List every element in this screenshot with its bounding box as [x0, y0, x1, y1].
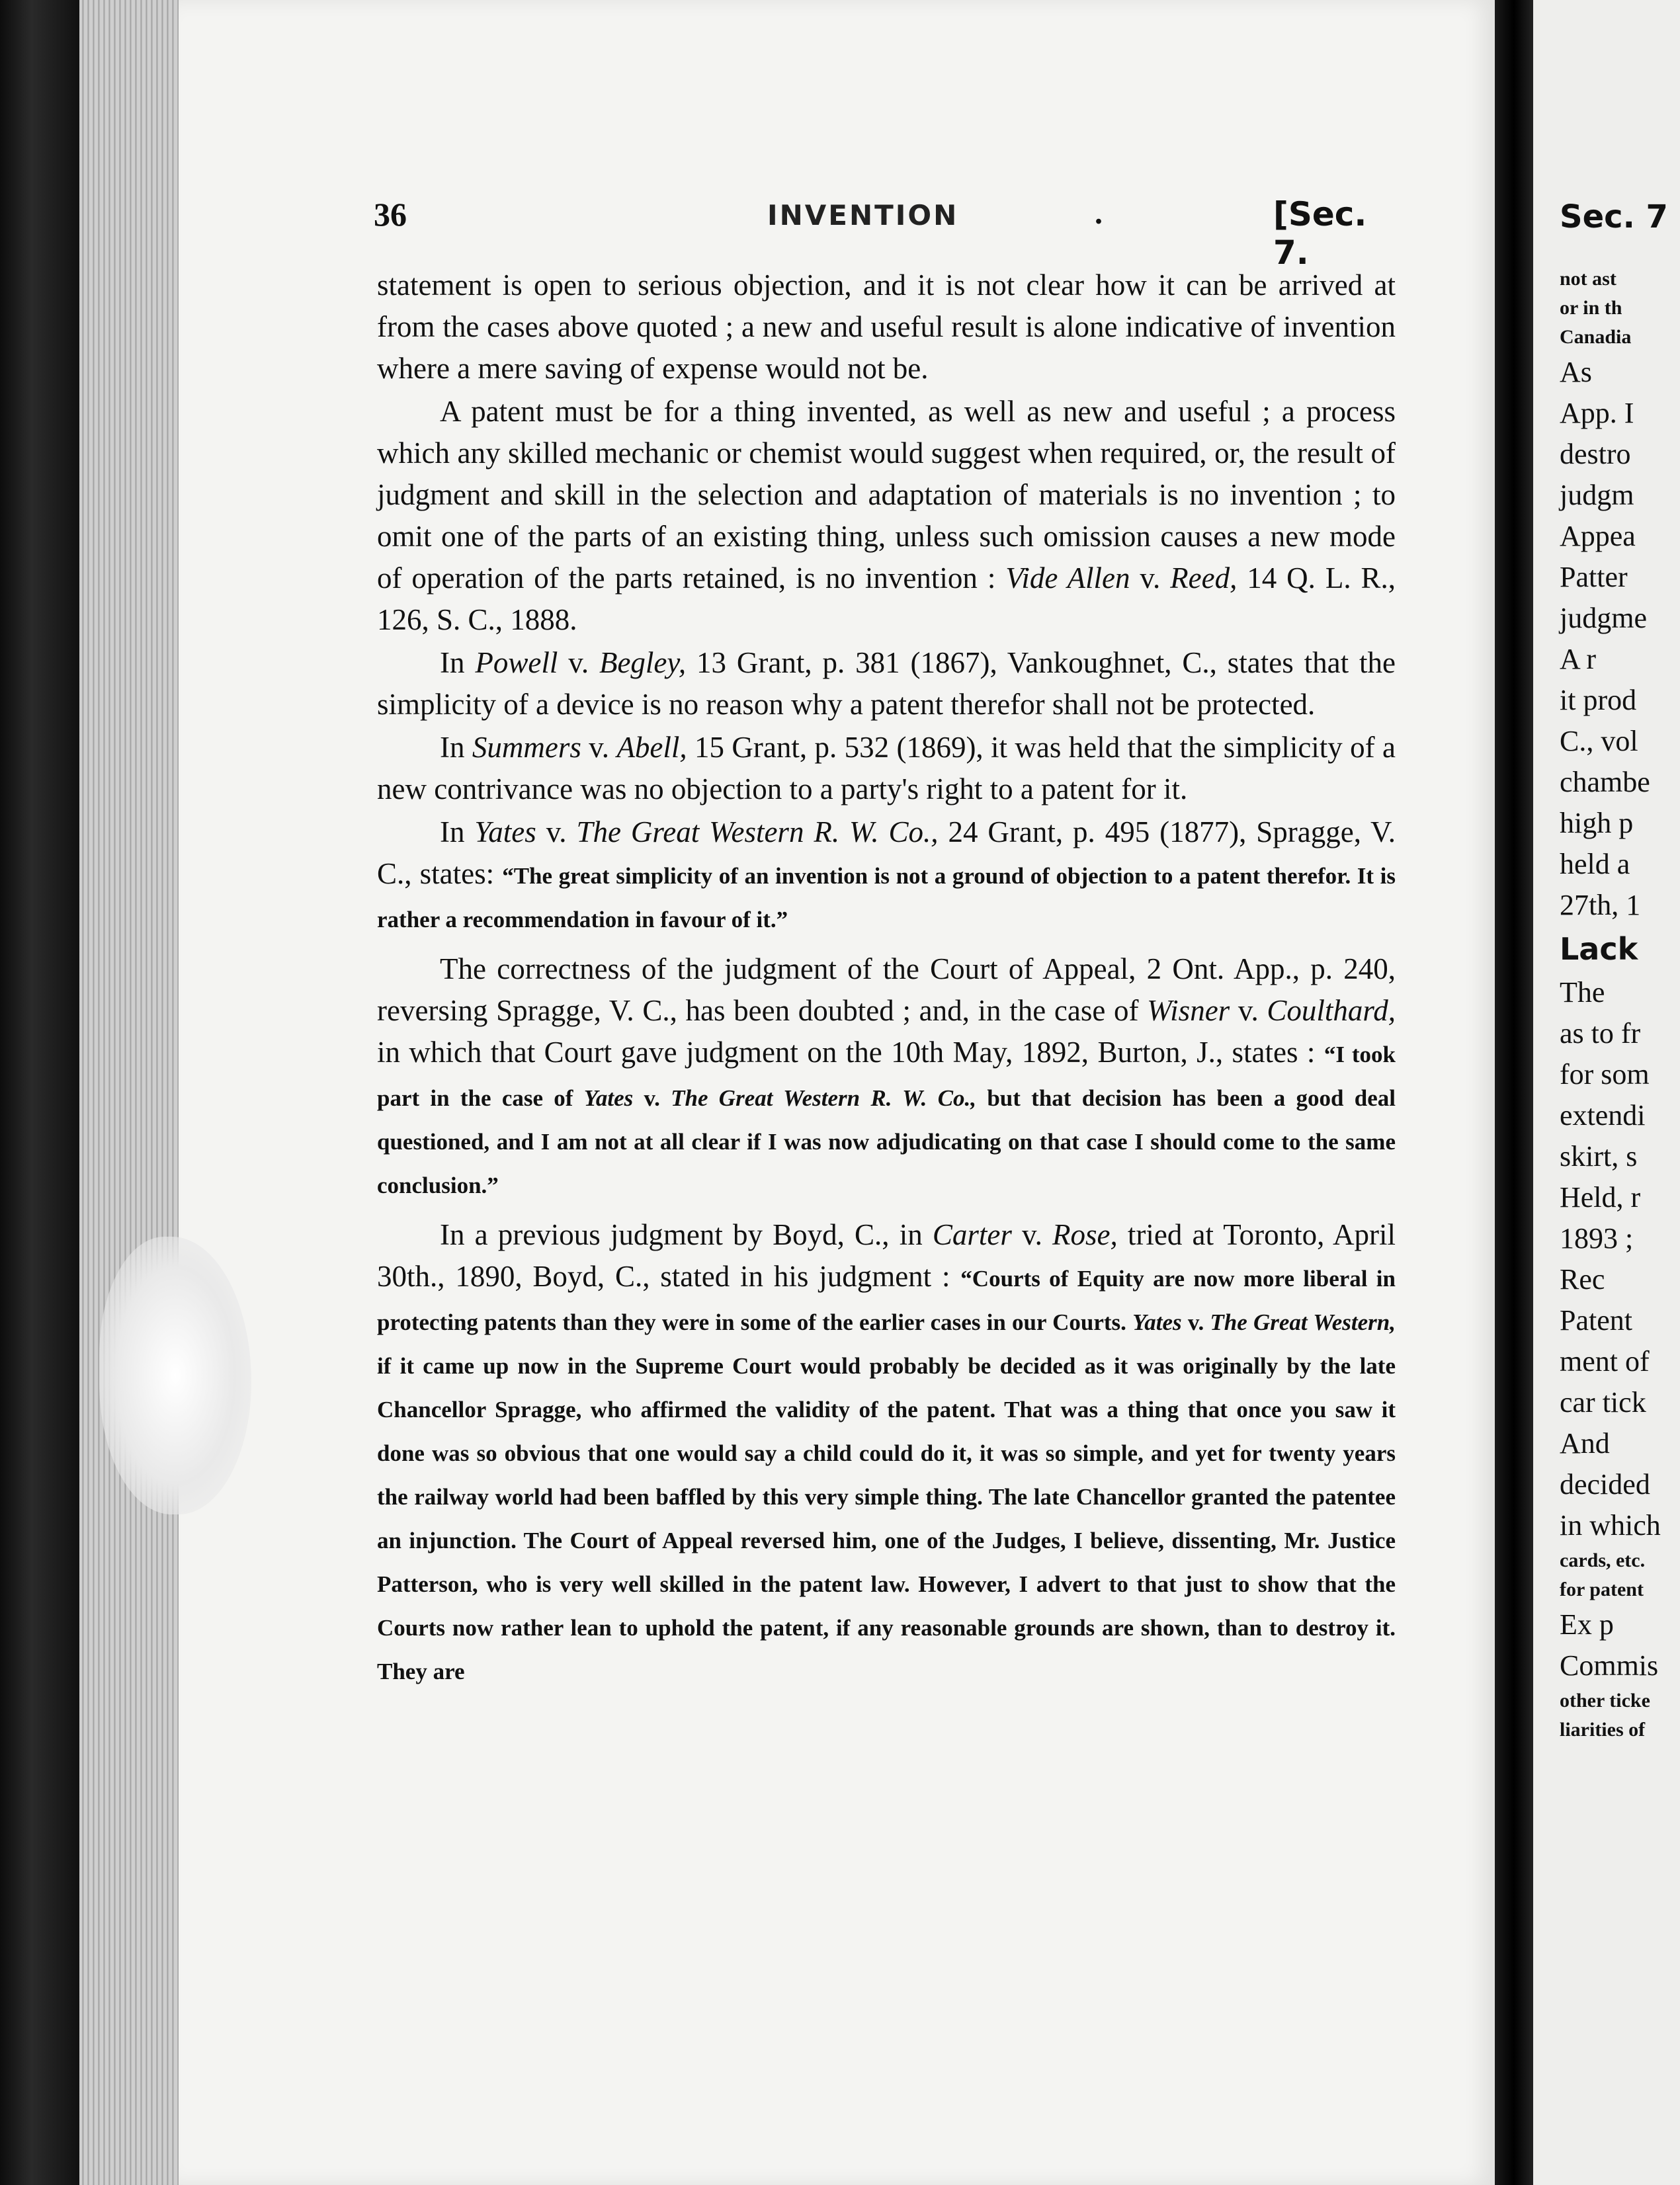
case-name: Begley,	[599, 646, 687, 679]
paragraph-4	[377, 727, 1396, 810]
right-page-line: not ast	[1560, 268, 1617, 290]
right-page-line: cards, etc.	[1560, 1549, 1646, 1571]
paragraph-1: statement is open to serious objection, and it is not clear how it can be arrived at from the cases above quoted ; a new and useful result is alone indicative of invention where a mere saving of expense would not be.	[377, 268, 1396, 385]
quotation: “The great simplicity of an invention is not a ground of objection to a patent therefor. It is rather a recommendation in favour of it.”	[377, 863, 1396, 932]
right-page-line: for som	[1560, 1058, 1650, 1091]
case-name: The Great Western,	[1210, 1309, 1396, 1335]
right-page-line: destro	[1560, 438, 1631, 470]
paragraph-5-text: 24 Grant, p. 495 (1877), Spragge, V. C., states:	[377, 815, 1396, 890]
versus: v.	[1181, 1309, 1210, 1335]
right-page-line: 1893 ;	[1560, 1222, 1634, 1255]
case-name: Reed,	[1170, 561, 1238, 595]
case-name: Yates	[583, 1085, 634, 1111]
right-page-line: The	[1560, 976, 1605, 1009]
citation: 14 Q. L. R., 126, S. C., 1888.	[377, 561, 1396, 636]
versus: v.	[633, 1085, 671, 1111]
paragraph-5	[377, 811, 1396, 940]
right-page-line: Commis	[1560, 1649, 1659, 1682]
right-page-line: it prod	[1560, 684, 1637, 716]
paragraph-6	[377, 948, 1396, 1206]
running-title: INVENTION	[767, 199, 959, 231]
right-page-line: high p	[1560, 807, 1634, 839]
right-page-line: held a	[1560, 848, 1630, 880]
case-name: Yates	[474, 815, 536, 848]
right-page-line: liarities of	[1560, 1719, 1646, 1741]
right-page-line: Rec	[1560, 1263, 1605, 1296]
paragraph-6-text: The correctness of the judgment of the Court of Appeal, 2 Ont. App., p. 240, reversing Spragge, V. C., has been doubted ; and, in the case of	[377, 952, 1396, 1027]
book-gutter	[1495, 0, 1533, 2185]
right-page-line: ment of	[1560, 1345, 1650, 1378]
right-page-line: 27th, 1	[1560, 889, 1641, 921]
right-page-line: car tick	[1560, 1386, 1646, 1419]
right-page-line: App. I	[1560, 397, 1634, 429]
quotation: “Courts of Equity are now more liberal in protecting patents than they were in some of the earlier cases in our Courts.	[377, 1266, 1396, 1335]
case-name: Yates	[1132, 1309, 1182, 1335]
right-page-line: A r	[1560, 643, 1596, 675]
versus: v.	[536, 815, 577, 848]
body-text	[377, 265, 1396, 1694]
right-page-line: chambe	[1560, 766, 1650, 798]
quotation: if it came up now in the Supreme Court would probably be decided as it was originally by the late Chancellor Spragge, who affirmed the validity of the patent. That was a thing that once you saw it done was so obvious that one would say a child could do it, it was so simple, and yet for twenty years the railway world had been baffled by this very simple thing. The late Chancellor granted the patentee an injunction. The Court of Appeal reversed him, one of the Judges, I believe, dissenting, Mr. Justice Patterson, who is very well skilled in the patent law. However, I advert to that just to show that the Courts now rather lean to uphold the patent, if any reasonable grounds are shown, than to destroy it. They are	[377, 1353, 1396, 1684]
running-dot: .	[1095, 196, 1103, 231]
right-page-line: Patent	[1560, 1304, 1632, 1337]
right-page-lines	[1560, 265, 1680, 1745]
paragraph-4-lead: In	[440, 731, 472, 764]
case-name: Vide Allen	[1005, 561, 1130, 595]
running-head	[374, 195, 1392, 272]
case-name: Powell	[475, 646, 558, 679]
section-label: [Sec. 7.	[1273, 195, 1367, 272]
case-name: Carter	[932, 1218, 1012, 1251]
case-name: The Great Western R. W. Co.,	[671, 1085, 977, 1111]
paragraph-7-text: In a previous judgment by Boyd, C., in	[440, 1218, 933, 1251]
right-page-line: or in th	[1560, 297, 1622, 319]
paragraph-3-lead: In	[440, 646, 476, 679]
right-page-line: other ticke	[1560, 1690, 1650, 1711]
right-page-line: Lack	[1560, 931, 1638, 967]
versus: v.	[1130, 561, 1171, 595]
right-page-line: decided	[1560, 1468, 1650, 1501]
case-name: Summers	[472, 731, 581, 764]
versus: v.	[581, 731, 617, 764]
right-page-line: C., vol	[1560, 725, 1638, 757]
paragraph-3	[377, 642, 1396, 725]
versus: v.	[558, 646, 599, 679]
versus: v.	[1011, 1218, 1052, 1251]
right-page-line: And	[1560, 1427, 1610, 1460]
right-page-line: Patter	[1560, 561, 1628, 593]
case-name: Abell,	[616, 731, 687, 764]
right-running-head: Sec. 7	[1560, 198, 1668, 235]
case-name: The Great Western R. W. Co.,	[576, 815, 939, 848]
quotation: but that decision has been a good deal questioned, and I am not at all clear if I was now adjudicating on that case I should come to the same conclusion.”	[377, 1085, 1396, 1198]
case-name: Wisner	[1147, 994, 1230, 1027]
paragraph-2-text: A patent must be for a thing invented, as well as new and useful ; a process which any skilled mechanic or chemist would suggest when required, or, the result of judgment and skill in the selection and adaptation of materials is no invention ; to omit one of the parts of an existing thing, unless such omission causes a new mode of operation of the parts retained, is no invention :	[377, 395, 1396, 595]
right-page-line: As	[1560, 356, 1592, 388]
case-name: Rose,	[1052, 1218, 1118, 1251]
right-page-line: extendi	[1560, 1099, 1646, 1132]
paragraph-7-text: tried at Toronto, April 30th., 1890, Boyd, C., stated in his judgment :	[377, 1218, 1396, 1293]
right-page-line: for patent	[1560, 1579, 1644, 1600]
quotation: “I took part in the case of	[377, 1042, 1396, 1111]
paragraph-4-text: 15 Grant, p. 532 (1869), it was held that the simplicity of a new contrivance was no objection to a party's right to a patent for it.	[377, 731, 1396, 805]
paragraph-3-text: 13 Grant, p. 381 (1867), Vankoughnet, C., states that the simplicity of a device is no reason why a patent therefor shall not be protected.	[377, 646, 1396, 721]
right-page-line: Ex p	[1560, 1608, 1614, 1641]
paragraph-2	[377, 391, 1396, 641]
case-name: Coulthard,	[1267, 994, 1396, 1027]
right-page-line: Appea	[1560, 520, 1636, 552]
right-page-line: judgm	[1560, 479, 1634, 511]
right-page-line: judgme	[1560, 602, 1647, 634]
right-page-line: Held, r	[1560, 1181, 1641, 1214]
right-page	[1533, 0, 1680, 2185]
page-number: 36	[374, 196, 407, 233]
paragraph-7	[377, 1214, 1396, 1692]
right-page-line: skirt, s	[1560, 1140, 1638, 1173]
paragraph-5-lead: In	[440, 815, 475, 848]
right-page-line: Canadia	[1560, 326, 1632, 348]
right-page-line: in which	[1560, 1509, 1661, 1542]
binding-edge	[0, 0, 79, 2185]
right-page-line: as to fr	[1560, 1017, 1641, 1050]
versus: v.	[1230, 994, 1267, 1027]
paragraph-6-text: in which that Court gave judgment on the 10th May, 1892, Burton, J., states :	[377, 1036, 1324, 1069]
page-edges	[79, 0, 179, 2185]
